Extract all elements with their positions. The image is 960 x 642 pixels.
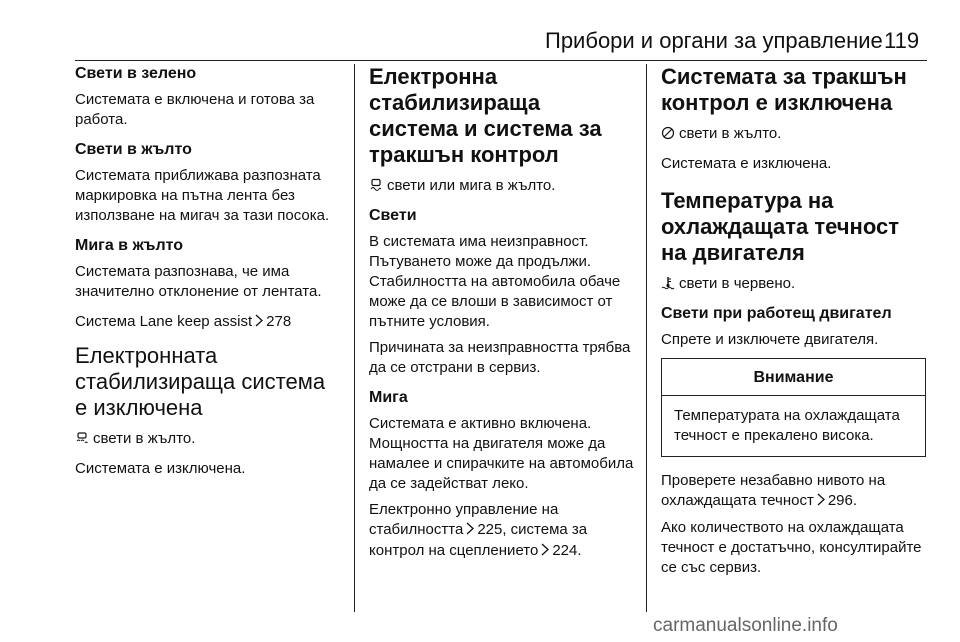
caution-box xyxy=(661,358,926,457)
cross-ref-page: 296 xyxy=(827,492,853,509)
punctuation: . xyxy=(852,492,858,509)
section-title: Електронна стабилизираща система и система за тракшън контрол xyxy=(369,64,602,167)
cross-ref-page: 224 xyxy=(552,542,578,559)
section-title: Електронната стабилизираща система е изключена xyxy=(75,343,326,420)
paragraph xyxy=(661,274,926,294)
column-middle xyxy=(369,64,634,572)
paragraph: В системата има неизправност. Пътуването може да продължи. Стабилността на автомобила обаче може да се влоши в зависимост от пътните условия. xyxy=(369,233,621,330)
cross-ref-page: 278 xyxy=(266,313,292,330)
section-heading: Свети в жълто xyxy=(75,141,192,158)
coolant-temp-icon xyxy=(661,276,675,290)
paragraph: Системата е активно включена. Мощността на двигателя може да намалее и спирачките на автомобила да се задействат леко. xyxy=(369,415,634,492)
tc-off-icon xyxy=(661,126,675,140)
watermark: carmanualsonline.info xyxy=(653,615,838,636)
cross-ref-text: Система Lane keep assist xyxy=(75,313,253,330)
paragraph: Системата разпознава, че има значително отклонение от лентата. xyxy=(75,263,322,300)
cross-ref-text: Проверете незабавно нивото на охлаждащата течност xyxy=(661,472,886,509)
column-right xyxy=(661,64,926,588)
section-heading: Мига xyxy=(369,389,408,406)
esc-car-skid-icon xyxy=(369,178,383,192)
paragraph: Системата е изключена. xyxy=(75,460,246,477)
section-title: Системата за тракшън контрол е изключена xyxy=(661,64,907,115)
column-divider xyxy=(354,64,355,612)
cross-reference[interactable] xyxy=(661,471,926,512)
paragraph: Системата е включена и готова за работа. xyxy=(75,91,315,128)
page-number: 119 xyxy=(884,28,920,53)
cross-ref-arrow-icon xyxy=(541,542,549,562)
cross-ref-arrow-icon xyxy=(255,313,263,333)
cross-ref-text: , система за контрол на сцеплението xyxy=(369,521,588,559)
paragraph: Причината за неизправността трябва да се отстрани в сервиз. xyxy=(369,339,631,376)
indicator-text: свети в жълто. xyxy=(679,125,782,142)
cross-reference[interactable] xyxy=(369,500,634,562)
indicator-text: свети в жълто. xyxy=(93,430,196,447)
paragraph: Ако количеството на охлаждащата течност е достатъчно, консултирайте се със сервиз. xyxy=(661,519,922,576)
punctuation: . xyxy=(577,542,582,559)
paragraph: Системата приближава разпозната маркировка на пътна лента без използване на мигач за тази посока. xyxy=(75,167,330,224)
paragraph: Спрете и изключете двигателя. xyxy=(661,331,879,348)
paragraph xyxy=(369,176,634,196)
section-heading: Свети xyxy=(369,207,417,224)
section-heading: Свети в зелено xyxy=(75,65,197,82)
cross-ref-arrow-icon xyxy=(466,521,474,541)
esc-off-icon xyxy=(75,431,89,445)
header-rule xyxy=(75,60,927,61)
indicator-text: свети или мига в жълто. xyxy=(387,177,556,194)
column-left xyxy=(75,64,343,489)
cross-ref-page: 225 xyxy=(477,521,503,538)
chapter-title: Прибори и органи за управление xyxy=(545,28,883,53)
page-header xyxy=(0,28,960,60)
caution-title: Внимание xyxy=(662,359,925,396)
section-heading: Свети при работещ двигател xyxy=(661,305,892,322)
section-title: Температура на охлаждащата течност на двигателя xyxy=(661,188,900,265)
column-divider xyxy=(646,64,647,612)
paragraph xyxy=(75,429,343,449)
caution-text: Температурата на охлаждащата течност е прекалено висока. xyxy=(674,407,900,444)
paragraph xyxy=(661,124,926,144)
section-heading: Мига в жълто xyxy=(75,237,184,254)
indicator-text: свети в червено. xyxy=(679,275,796,292)
cross-ref-arrow-icon xyxy=(817,492,825,512)
cross-ref-text: Електронно управление на стабилността xyxy=(369,501,559,538)
paragraph: Системата е изключена. xyxy=(661,155,832,172)
cross-reference[interactable] xyxy=(75,312,343,333)
